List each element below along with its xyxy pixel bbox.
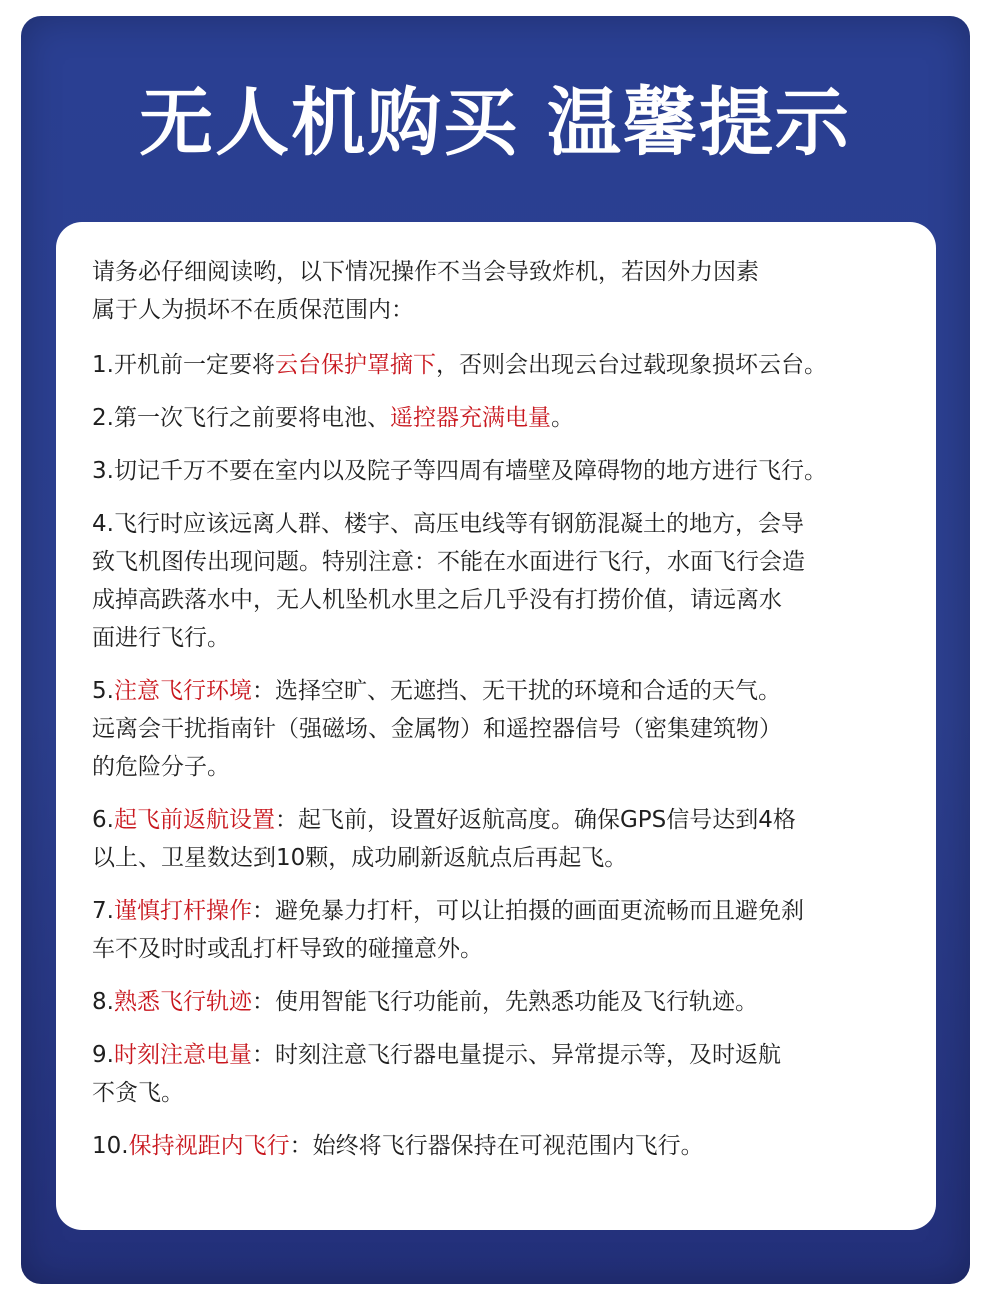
tip-text: 。 xyxy=(550,405,574,431)
tip-line xyxy=(92,452,927,490)
tip-line xyxy=(92,1074,927,1112)
tip-text: 8. xyxy=(92,989,114,1015)
tip-text: 远离会干扰指南针（强磁场、金属物）和遥控器信号（密集建筑物） xyxy=(92,716,782,742)
tip-line xyxy=(92,1127,927,1165)
tip-line xyxy=(92,710,927,748)
tip-text: 7. xyxy=(92,898,114,924)
tips-content xyxy=(92,253,927,1165)
tip-line xyxy=(92,892,927,930)
tip-text: 5. xyxy=(92,678,114,704)
tip-highlight: 遥控器充满电量 xyxy=(389,405,551,431)
tip-item xyxy=(92,1036,927,1112)
tip-text: ：时刻注意飞行器电量提示、异常提示等，及时返航 xyxy=(251,1042,781,1068)
tip-text: ，否则会出现云台过载现象损坏云台。 xyxy=(435,352,827,378)
tip-text: ：始终将飞行器保持在可视范围内飞行。 xyxy=(289,1133,704,1159)
tip-line xyxy=(92,801,927,839)
tip-line xyxy=(92,505,927,543)
tip-text: 以上、卫星数达到10颗，成功刷新返航点后再起飞。 xyxy=(92,845,628,871)
tip-line xyxy=(92,930,927,968)
tip-text: ：选择空旷、无遮挡、无干扰的环境和合适的天气。 xyxy=(251,678,781,704)
tip-text: 1.开机前一定要将 xyxy=(92,352,275,378)
intro-paragraph xyxy=(92,253,927,329)
tip-text: 6. xyxy=(92,807,114,833)
tip-text: ：避免暴力打杆，可以让拍摄的画面更流畅而且避免刹 xyxy=(251,898,804,924)
tip-text: ：起飞前，设置好返航高度。确保GPS信号达到4格 xyxy=(274,807,796,833)
tip-item xyxy=(92,983,927,1021)
tip-text: 4.飞行时应该远离人群、楼宇、高压电线等有钢筋混凝土的地方，会导 xyxy=(92,511,804,537)
tip-item xyxy=(92,672,927,786)
tip-line xyxy=(92,399,927,437)
tip-text: 9. xyxy=(92,1042,114,1068)
intro-line: 请务必仔细阅读哟，以下情况操作不当会导致炸机，若因外力因素 xyxy=(92,259,759,285)
tip-highlight: 谨慎打杆操作 xyxy=(113,898,252,924)
tip-text: 成掉高跌落水中，无人机坠机水里之后几乎没有打捞价值，请远离水 xyxy=(92,587,782,613)
tip-highlight: 熟悉飞行轨迹 xyxy=(113,989,252,1015)
tip-line xyxy=(92,672,927,710)
tip-highlight: 保持视距内飞行 xyxy=(128,1133,290,1159)
tip-line xyxy=(92,543,927,581)
tip-text: 的危险分子。 xyxy=(92,754,230,780)
tip-text: ：使用智能飞行功能前，先熟悉功能及飞行轨迹。 xyxy=(251,989,758,1015)
tip-text: 3.切记千万不要在室内以及院子等四周有墙壁及障碍物的地方进行飞行。 xyxy=(92,458,827,484)
tip-line xyxy=(92,619,927,657)
tip-item xyxy=(92,801,927,877)
tip-line xyxy=(92,983,927,1021)
tip-item xyxy=(92,1127,927,1165)
tip-highlight: 注意飞行环境 xyxy=(113,678,252,704)
tip-line xyxy=(92,346,927,384)
tip-line xyxy=(92,839,927,877)
tips-list xyxy=(92,346,927,1165)
tip-text: 面进行飞行。 xyxy=(92,625,230,651)
tip-text: 10. xyxy=(92,1133,129,1159)
tip-text: 不贪飞。 xyxy=(92,1080,184,1106)
tip-text: 车不及时时或乱打杆导致的碰撞意外。 xyxy=(92,936,483,962)
tip-item xyxy=(92,505,927,657)
tip-item xyxy=(92,452,927,490)
intro-line: 属于人为损坏不在质保范围内： xyxy=(92,297,414,323)
tip-text: 2.第一次飞行之前要将电池、 xyxy=(92,405,390,431)
tip-highlight: 起飞前返航设置 xyxy=(113,807,275,833)
tip-highlight: 时刻注意电量 xyxy=(113,1042,252,1068)
tip-item xyxy=(92,346,927,384)
tip-item xyxy=(92,892,927,968)
tip-line xyxy=(92,1036,927,1074)
tip-line xyxy=(92,581,927,619)
tip-line xyxy=(92,748,927,786)
poster-title: 无人机购买 温馨提示 xyxy=(139,80,851,166)
tip-text: 致飞机图传出现问题。特别注意：不能在水面进行飞行，水面飞行会造 xyxy=(92,549,805,575)
tip-highlight: 云台保护罩摘下 xyxy=(274,352,436,378)
tip-item xyxy=(92,399,927,437)
